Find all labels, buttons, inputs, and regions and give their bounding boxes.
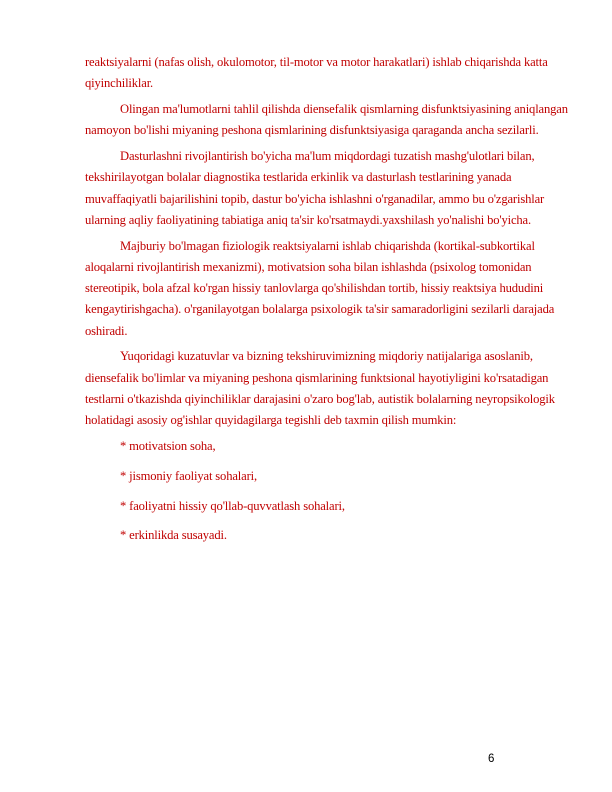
paragraph-programming-development: Dasturlashni rivojlantirish bo'yicha ma'lum miqdordagi tuzatish mashg'ulotlari bilan, tekshirilayotgan bolalar diagnostika testlarida erkinlik va dasturlash testlarining yanada muvaffaqiyatli bajarilishini topib, dastur bo'yicha ishlashni o'rganadilar, ammo bu o'zgarishlar ularning aqliy faoliyatining tabiatiga aniq ta'sir ko'rsatmaydi.yaxshilash yo'nalishi bo'yicha. — [85, 148, 545, 227]
list-item: * faoliyatni hissiy qo'llab-quvvatlash sohalari, — [120, 498, 345, 513]
list-item: * erkinlikda susayadi. — [120, 528, 227, 543]
document-body — [85, 52, 575, 555]
list-item: * jismoniy faoliyat sohalari, — [120, 468, 257, 483]
page-number: 6 — [488, 753, 495, 765]
paragraph-observations-summary: Yuqoridagi kuzatuvlar va bizning tekshiruvimizning miqdoriy natijalariga asoslanib, diensefalik bo'limlar va miyaning peshona qismlarining funktsional hayotiyligini ko'rsatadigan testlarni o'tkazishda qiyinchiliklar darajasini o'zaro bog'lab, autistik bolalarning neyropsikologik holatidagi asosiy og'ishlar quyidagilarga tegishli deb taxmin qilish mumkin: — [85, 349, 555, 428]
paragraph-diensefalik-analysis: Olingan ma'lumotlarni tahlil qilishda diensefalik qismlarning disfunktsiyasining aniqlangan namoyon bo'lishi miyaning peshona qismlarining disfunktsiyasiga qaraganda ancha sezilarli. — [85, 101, 568, 138]
paragraph-continuation: reaktsiyalarni (nafas olish, okulomotor, til-motor va motor harakatlari) ishlab chiqarishda katta qiyinchiliklar. — [85, 55, 548, 91]
paragraph-physiological-reactions: Majburiy bo'lmagan fiziologik reaktsiyalarni ishlab chiqarishda (kortikal-subkortikal aloqalarni rivojlantirish mexanizmi), motivatsion soha bilan ishlashda (psixolog tomonidan stereotipik, bola afzal ko'rgan hissiy tanlovlarga qo'shilishdan tortib, hissiy reaktsiya hududini kengaytirishgacha). o'rganilayotgan bolalarga psixologik ta'sir samaradorligini sezilarli darajada oshiradi. — [85, 238, 555, 338]
list-item: * motivatsion soha, — [120, 439, 216, 453]
